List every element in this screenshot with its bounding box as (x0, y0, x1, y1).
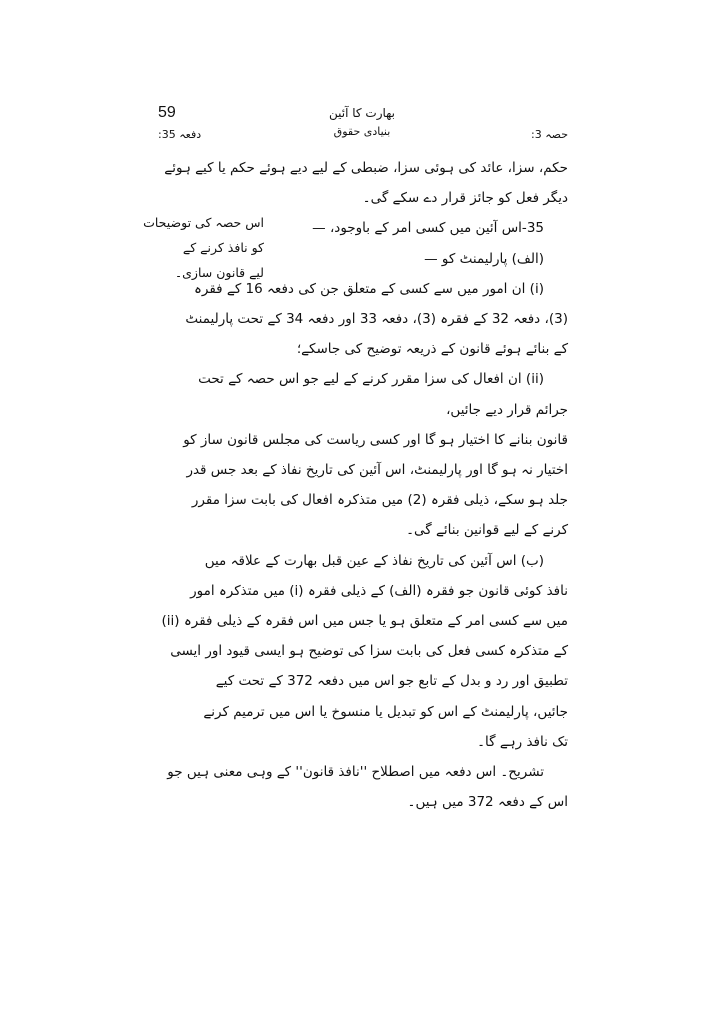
body-line: کرنے کے لیے قوانین بنائے گی۔ (406, 522, 568, 539)
body-line: حکم، سزا، عائد کی ہوئی سزا، ضبطی کے لیے دیے ہوئے حکم یا کیے ہوئے (164, 160, 568, 176)
body-line: جلد ہو سکے، ذیلی فقرہ (2) میں متذکرہ افعال کی بابت سزا مقرر (191, 492, 568, 509)
margin-note-line: کو نافذ کرنے کے (182, 240, 264, 255)
body-line: کے متذکرہ کسی فعل کی بابت سزا کی توضیح ہو ایسی قیود اور ایسی (170, 643, 568, 660)
body-line: قانون بنانے کا اختیار ہو گا اور کسی ریاست کی مجلس قانون ساز کو (183, 431, 568, 448)
margin-note-line: اس حصہ کی توضیحات (143, 215, 264, 230)
body-line: نافذ کوئی قانون جو فقرہ (الف) کے ذیلی فقرہ (i) میں متذکرہ امور (190, 582, 568, 599)
body-line: دیگر فعل کو جائز قرار دے سکے گی۔ (362, 190, 568, 207)
part-reference: حصہ 3: (531, 128, 568, 141)
page-number: 59 (158, 104, 176, 121)
body-line: اختیار نہ ہو گا اور پارلیمنٹ، اس آئین کی تاریخ نفاذ کے بعد جس قدر (186, 462, 568, 479)
body-line: تطبیق اور رد و بدل کے تابع جو اس میں دفعہ 372 کے تحت کیے (215, 673, 568, 690)
body-line: جائیں، پارلیمنٹ کے اس کو تبدیل یا منسوخ یا اس میں ترمیم کرنے (203, 703, 568, 720)
body-line: (3)، دفعہ 32 کے فقرہ (3)، دفعہ 33 اور دفعہ 34 کے تحت پارلیمنٹ (185, 311, 568, 328)
body-line: کے بنائے ہوئے قانون کے ذریعہ توضیح کی جاسکے؛ (296, 341, 568, 358)
chapter-subtitle: بنیادی حقوق (333, 125, 391, 138)
body-line: اس کے دفعہ 372 میں ہیں۔ (407, 794, 568, 811)
section-reference: دفعہ 35: (158, 128, 202, 141)
margin-note-line: لیے قانون سازی۔ (174, 265, 264, 280)
clause-line: (الف) پارلیمنٹ کو — (424, 250, 544, 267)
body-line: جرائم قرار دیے جائیں، (446, 401, 568, 418)
body-line: تشریح۔ اس دفعہ میں اصطلاح ''نافذ قانون'' کے وہی معنی ہیں جو (167, 764, 544, 781)
body-line: (ii) ان افعال کی سزا مقرر کرنے کے لیے جو اس حصہ کے تحت (198, 371, 544, 388)
body-line: (i) ان امور میں سے کسی کے متعلق جن کی دفعہ 16 کے فقرہ (193, 280, 544, 297)
page-title: بھارت کا آئین (328, 106, 396, 120)
body-line: (ب) اس آئین کی تاریخ نفاذ کے عین قبل بھارت کے علاقہ میں (204, 552, 544, 569)
section-heading-line: 35-اس آئین میں کسی امر کے باوجود، — (312, 220, 544, 237)
body-line: میں سے کسی امر کے متعلق ہو یا جس میں اس فقرہ کے ذیلی فقرہ (ii) (161, 613, 568, 630)
body-line: تک نافذ رہے گا۔ (477, 733, 568, 750)
